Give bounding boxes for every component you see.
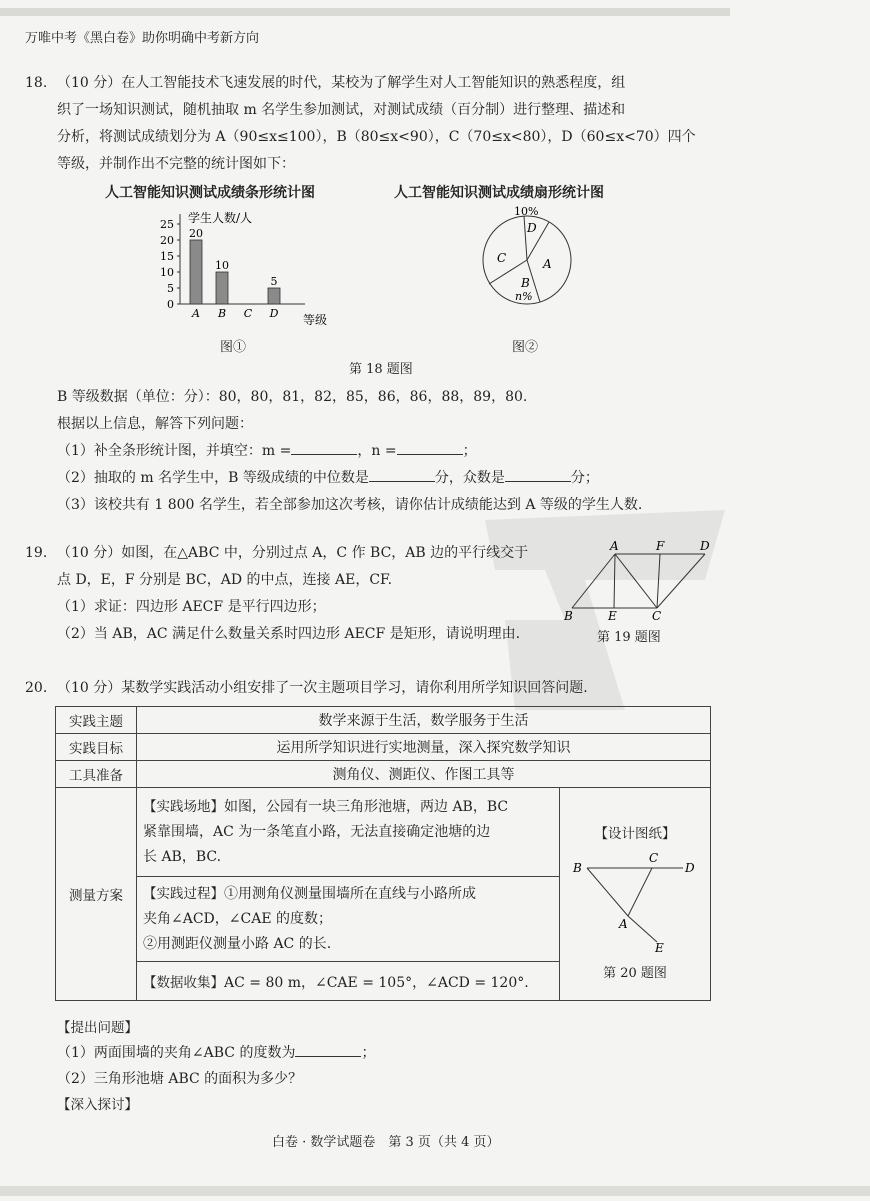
q18-line-4: 等级，并制作出不完整的统计图如下：	[57, 156, 295, 172]
pie-annotation-d: 10%	[514, 205, 539, 218]
y-tick-label: 25	[160, 218, 174, 231]
q18-figure-caption: 第 18 题图	[349, 362, 413, 377]
q18-prompt: 根据以上信息，解答下列问题：	[57, 416, 253, 432]
q20-point-e: E	[655, 941, 664, 955]
row-label: 实践主题	[56, 707, 137, 734]
bar-d	[268, 288, 280, 304]
q20-point-a: A	[619, 917, 628, 931]
q18-part-2: （2）抽取的 m 名学生中，B 等级成绩的中位数是 分，众数是 分；	[57, 466, 599, 490]
pie-chart	[475, 200, 585, 310]
pie-annotation-b: n%	[515, 290, 533, 303]
q20-point-c: C	[649, 851, 659, 865]
q18-line-1: （10 分）在人工智能技术飞速发展的时代，某校为了解学生对人工智能知识的熟悉程度，组	[57, 75, 626, 91]
ask-section-tag: 【提出问题】	[57, 1020, 138, 1036]
data-collection-cell: 【数据收集】AC = 80 m，∠CAE = 105°，∠ACD = 120°.	[137, 962, 560, 1001]
bar-chart-title: 人工智能知识测试成绩条形统计图	[105, 185, 315, 201]
y-axis-label: 学生人数/人	[188, 211, 253, 225]
practice-process-cell: 【实践过程】①用测角仪测量围墙所在直线与小路所成 夹角∠ACD，∠CAE 的度数； ②用测距仪测量小路 AC 的长.	[137, 877, 560, 962]
x-tick-label: C	[243, 307, 253, 320]
bar-a	[190, 240, 202, 304]
q20-ask-1: （1）两面围墙的夹角∠ABC 的度数为 ；	[57, 1041, 375, 1065]
x-tick-label: D	[269, 307, 279, 320]
design-drawing-cell: 【设计图纸】 B C D A E 第 20 题图	[560, 788, 711, 1001]
q20-ask-2: （2）三角形池塘 ABC 的面积为多少？	[57, 1071, 303, 1087]
table-row	[56, 761, 711, 788]
q19-line-3: （1）求证：四边形 AECF 是平行四边形；	[57, 599, 326, 615]
answer-blank-median[interactable]	[369, 467, 435, 482]
q18-line-2: 织了一场知识测试，随机抽取 m 名学生参加测试，对测试成绩（百分制）进行整理、描述和	[57, 102, 626, 118]
q18-part-3: （3）该校共有 1 800 名学生，若全部参加这次考核，请你估计成绩能达到 A 等级的学生人数.	[57, 497, 643, 513]
q19-line-2: 点 D，E，F 分别是 BC，AD 的中点，连接 AE，CF.	[57, 572, 393, 588]
q18-b-data: B 等级数据（单位：分）：80，80，81，82，85，86，86，88，89，80.	[57, 389, 528, 405]
pie-label-c: C	[497, 251, 507, 265]
q19-point-d: D	[700, 539, 710, 553]
explore-section-tag: 【深入探讨】	[57, 1097, 138, 1113]
table-row	[56, 788, 711, 877]
x-axis-label: 等级	[303, 313, 328, 327]
row-value: 运用所学知识进行实地测量，深入探究数学知识	[137, 734, 711, 761]
row-label: 工具准备	[56, 761, 137, 788]
table-row	[56, 734, 711, 761]
bar-b	[216, 272, 228, 304]
y-tick-label: 15	[160, 250, 174, 263]
y-tick-label: 20	[160, 234, 174, 247]
answer-blank-angle[interactable]	[295, 1042, 361, 1057]
q19-figure-caption: 第 19 题图	[597, 630, 661, 645]
bar-data-label: 5	[270, 275, 278, 288]
y-tick-label: 5	[167, 282, 174, 295]
q18-number: 18.	[25, 75, 48, 91]
top-scan-edge	[0, 8, 730, 16]
q19-point-f: F	[656, 539, 665, 553]
q19-point-e: E	[608, 609, 617, 623]
page-header: 万唯中考《黑白卷》助你明确中考新方向	[25, 31, 260, 46]
page-footer: 白卷 · 数学试题卷 第 3 页（共 4 页）	[272, 1135, 500, 1150]
bar-data-label: 10	[215, 259, 229, 272]
pie-label-d: D	[527, 221, 537, 235]
pie-label-a: A	[543, 257, 552, 271]
q19-point-b: B	[564, 609, 573, 623]
answer-blank-n[interactable]	[397, 440, 463, 455]
q19-number: 19.	[25, 545, 48, 561]
q19-line-4: （2）当 AB，AC 满足什么数量关系时四边形 AECF 是矩形，请说明理由.	[57, 626, 521, 642]
x-tick-label: A	[192, 307, 200, 320]
row-value: 数学来源于生活，数学服务于生活	[137, 707, 711, 734]
bar-chart	[150, 200, 328, 330]
answer-blank-m[interactable]	[291, 440, 357, 455]
fig1-label: 图①	[220, 340, 247, 355]
fig2-label: 图②	[512, 340, 539, 355]
pie-chart-title: 人工智能知识测试成绩扇形统计图	[394, 185, 604, 201]
q20-intro: （10 分）某数学实践活动小组安排了一次主题项目学习，请你利用所学知识回答问题.	[57, 680, 588, 696]
q19-point-c: C	[652, 609, 662, 623]
q18-part-1: （1）补全条形统计图，并填空：m = ，n = ；	[57, 439, 477, 463]
x-tick-label: B	[217, 307, 227, 320]
q18-line-3: 分析，将测试成绩划分为 A（90≤x≤100），B（80≤x<90），C（70≤x<80），D（60≤x<70）四个	[57, 129, 696, 145]
bar-data-label: 20	[189, 227, 203, 240]
y-tick-label: 10	[160, 266, 174, 279]
q20-point-d: D	[685, 861, 695, 875]
practice-table	[55, 706, 711, 1001]
q20-point-b: B	[573, 861, 582, 875]
q19-point-a: A	[610, 539, 619, 553]
y-tick-label: 0	[167, 298, 174, 311]
plan-label: 测量方案	[56, 788, 137, 1001]
q19-line-1: （10 分）如图，在△ABC 中，分别过点 A，C 作 BC，AB 边的平行线交于	[57, 545, 529, 561]
q20-figure	[565, 846, 705, 956]
table-row	[56, 707, 711, 734]
bottom-scan-edge	[0, 1186, 870, 1196]
row-label: 实践目标	[56, 734, 137, 761]
pie-label-b: B	[521, 276, 530, 290]
row-value: 测角仪、测距仪、作图工具等	[137, 761, 711, 788]
answer-blank-mode[interactable]	[505, 467, 571, 482]
practice-site-cell: 【实践场地】如图，公园有一块三角形池塘，两边 AB，BC 紧靠围墙，AC 为一条笔直小路，无法直接确定池塘的边 长 AB，BC.	[137, 788, 560, 877]
q20-number: 20.	[25, 680, 48, 696]
q19-figure	[560, 540, 720, 626]
